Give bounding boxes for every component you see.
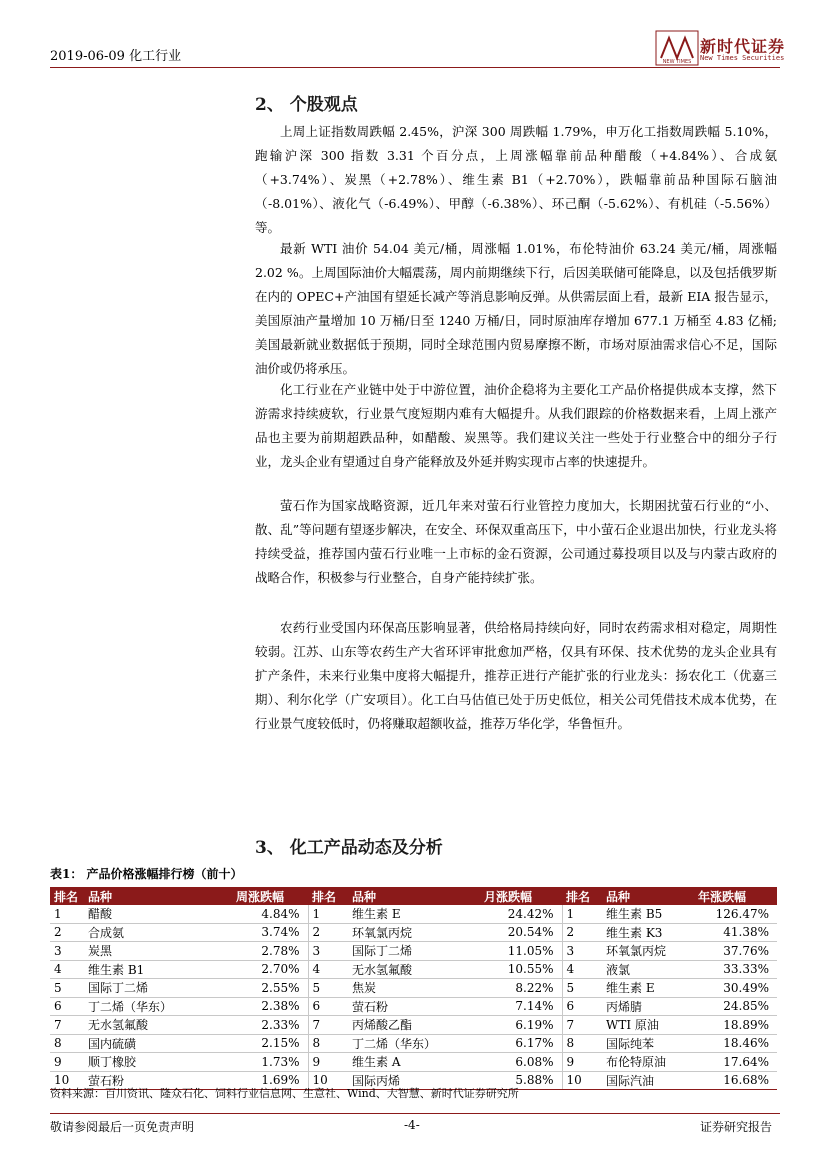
table-cell: 1 [308, 905, 348, 923]
company-logo-icon [655, 30, 699, 66]
table-cell: 8 [50, 1034, 84, 1053]
table-cell: 7.14% [480, 997, 562, 1016]
header-yearly-change: 年涨跌幅 [694, 887, 777, 905]
table-row [50, 1016, 777, 1035]
table-cell: 8 [308, 1034, 348, 1053]
table-cell: 醋酸 [84, 905, 232, 923]
table-cell: 1 [562, 905, 602, 923]
header-rank-week: 排名 [50, 887, 84, 905]
header-monthly-change: 月涨跌幅 [480, 887, 562, 905]
table-cell: 5 [308, 979, 348, 998]
table-cell: 4 [562, 960, 602, 979]
header-product-year: 品种 [602, 887, 694, 905]
page-number: -4- [404, 1118, 420, 1132]
table-cell: 126.47% [694, 905, 777, 923]
table-row [50, 979, 777, 998]
table-cell: 2.15% [232, 1034, 308, 1053]
table-cell: 18.89% [694, 1016, 777, 1035]
table-cell: 1.73% [232, 1053, 308, 1072]
table-cell: 维生素 B5 [602, 905, 694, 923]
footer-report-type: 证券研究报告 [700, 1120, 773, 1134]
paragraph-oil-price: 最新 WTI 油价 54.04 美元/桶，周涨幅 1.01%，布伦特油价 63.24 美元/桶，周涨幅 2.02 %。上周国际油价大幅震荡，周内前期继续下行，后因美联储可能降息，以及包括俄罗斯在内的 OPEC+产油国有望延长减产等消息影响反弹。从供需层面上看，最新 EIA 报告显示，美国原油产量增加 10 万桶/日至 1240 万桶/日，同时原油库存增加 677.1 万桶至 4.83 亿桶; 美国最新就业数据低于预期，同时全球范围内贸易摩擦不断，市场对原油需求信心不足，国际油价或仍将承压。 [255, 241, 777, 376]
footer-disclaimer-note: 敬请参阅最后一页免责声明 [50, 1120, 195, 1134]
table-cell: 合成氨 [84, 923, 232, 942]
table-cell: 液氯 [602, 960, 694, 979]
header-rule [50, 67, 780, 68]
table-source-note: 资料来源：百川资讯、隆众石化、饲料行业信息网、生意社、Wind、大智慧、新时代证券研究所 [50, 1087, 519, 1100]
table-cell: 6 [50, 997, 84, 1016]
section-3-title: 3、 化工产品动态及分析 [255, 838, 443, 858]
table-cell: 2.70% [232, 960, 308, 979]
table-cell: 7 [50, 1016, 84, 1035]
table-cell: 10.55% [480, 960, 562, 979]
header-product-month: 品种 [348, 887, 480, 905]
table-cell: 9 [50, 1053, 84, 1072]
table-row [50, 997, 777, 1016]
table-cell: 国际丁二烯 [84, 979, 232, 998]
table-cell: 4 [308, 960, 348, 979]
paragraph-industry-outlook: 化工行业在产业链中处于中游位置，油价企稳将为主要化工产品价格提供成本支撑，然下游需求持续疲软，行业景气度短期内难有大幅提升。从我们跟踪的价格数据来看，上周上涨产品也主要为前期超跌品种，如醋酸、炭黑等。我们建议关注一些处于行业整合中的细分子行业，龙头企业有望通过自身产能释放及外延并购实现市占率的快速提升。 [255, 382, 777, 469]
table-header-row [50, 887, 777, 905]
table-cell: 6.19% [480, 1016, 562, 1035]
table-row [50, 1034, 777, 1053]
company-logo-name: 新时代证券 [700, 37, 786, 56]
table-cell: 33.33% [694, 960, 777, 979]
table-cell: 丁二烯（华东） [348, 1034, 480, 1053]
table-cell: 8 [562, 1034, 602, 1053]
table-cell: 国内硫磺 [84, 1034, 232, 1053]
table-cell: 2 [50, 923, 84, 942]
table-row [50, 1053, 777, 1072]
table-cell: 30.49% [694, 979, 777, 998]
table-cell: 丙烯腈 [602, 997, 694, 1016]
table-cell: 3 [308, 942, 348, 961]
company-logo-subtitle: New Times Securities [700, 54, 785, 62]
table-cell: 4 [50, 960, 84, 979]
paragraph-fluorite: 萤石作为国家战略资源，近几年来对萤石行业管控力度加大，长期困扰萤石行业的“小、散、乱”等问题有望逐步解决，在安全、环保双重高压下，中小萤石企业退出加快，行业龙头将持续受益，推荐国内萤石行业唯一上市标的金石资源，公司通过募投项目以及与内蒙古政府的战略合作，积极参与行业整合，自身产能持续扩张。 [255, 498, 777, 585]
table-cell: 6.08% [480, 1053, 562, 1072]
table-cell: 2.38% [232, 997, 308, 1016]
table-row [50, 923, 777, 942]
table-cell: 国际汽油 [602, 1071, 694, 1090]
table-cell: 2.33% [232, 1016, 308, 1035]
table-cell: 18.46% [694, 1034, 777, 1053]
table-cell: 无水氢氟酸 [348, 960, 480, 979]
paragraph-market-summary: 上周上证指数周跌幅 2.45%，沪深 300 周跌幅 1.79%，申万化工指数周跌幅 5.10%，跑输沪深 300 指数 3.31 个百分点，上周涨幅靠前品种醋酸（+4.84%）、合成氨（+3.74%）、炭黑（+2.78%）、维生素 B1（+2.70%），跌幅靠前品种国际石脑油（-8.01%）、液化气（-6.49%）、甲醇（-6.38%）、环己酮（-5.62%）、有机硅（-5.56%）等。 [255, 124, 777, 235]
table-cell: 16.68% [694, 1071, 777, 1090]
table-cell: 24.42% [480, 905, 562, 923]
table-cell: 丁二烯（华东） [84, 997, 232, 1016]
header-rank-year: 排名 [562, 887, 602, 905]
table-cell: 5.88% [480, 1071, 562, 1090]
table-cell: 维生素 B1 [84, 960, 232, 979]
table-cell: 3.74% [232, 923, 308, 942]
table-cell: 2 [308, 923, 348, 942]
table-cell: 3 [50, 942, 84, 961]
table-cell: 丙烯酸乙酯 [348, 1016, 480, 1035]
table-cell: 5 [562, 979, 602, 998]
table-cell: 11.05% [480, 942, 562, 961]
paragraph-pesticide: 农药行业受国内环保高压影响显著，供给格局持续向好，同时农药需求相对稳定，周期性较弱。江苏、山东等农药生产大省环评审批愈加严格，仅具有环保、技术优势的龙头企业具有扩产条件，未来行业集中度将大幅提升，推荐正进行产能扩张的行业龙头：扬农化工（优嘉三期）、利尔化学（广安项目）。化工白马估值已处于历史低位，相关公司凭借技术成本优势，在行业景气度较低时，仍将赚取超额收益，推荐万华化学，华鲁恒升。 [255, 620, 777, 731]
table-cell: 6.17% [480, 1034, 562, 1053]
table-cell: 4.84% [232, 905, 308, 923]
table-cell: 9 [562, 1053, 602, 1072]
table-cell: 5 [50, 979, 84, 998]
header-rank-month: 排名 [308, 887, 348, 905]
header-weekly-change: 周涨跌幅 [232, 887, 308, 905]
table-cell: 7 [562, 1016, 602, 1035]
price-ranking-table [50, 887, 777, 1090]
table-cell: 维生素 A [348, 1053, 480, 1072]
table-cell: 焦炭 [348, 979, 480, 998]
table-cell: 2.55% [232, 979, 308, 998]
table-cell: 无水氢氟酸 [84, 1016, 232, 1035]
logo-mark-text: NEW TIMES [662, 59, 692, 65]
table-cell: WTI 原油 [602, 1016, 694, 1035]
table-cell: 10 [562, 1071, 602, 1090]
table-cell: 37.76% [694, 942, 777, 961]
section-2-title: 2、 个股观点 [255, 95, 358, 115]
table-cell: 1 [50, 905, 84, 923]
table-cell: 41.38% [694, 923, 777, 942]
table-row [50, 960, 777, 979]
table-cell: 10 [50, 1071, 84, 1090]
table-cell: 2.78% [232, 942, 308, 961]
table-cell: 环氧氯丙烷 [602, 942, 694, 961]
table-cell: 维生素 E [602, 979, 694, 998]
footer-rule [50, 1113, 780, 1114]
table-cell: 国际丙烯 [348, 1071, 480, 1090]
table-cell: 10 [308, 1071, 348, 1090]
table-cell: 3 [562, 942, 602, 961]
table-cell: 顺丁橡胶 [84, 1053, 232, 1072]
table-cell: 维生素 K3 [602, 923, 694, 942]
table-cell: 20.54% [480, 923, 562, 942]
header-product-week: 品种 [84, 887, 232, 905]
table-cell: 6 [562, 997, 602, 1016]
table-cell: 国际纯苯 [602, 1034, 694, 1053]
table-cell: 9 [308, 1053, 348, 1072]
table-cell: 布伦特原油 [602, 1053, 694, 1072]
table-cell: 1.69% [232, 1071, 308, 1090]
table-cell: 7 [308, 1016, 348, 1035]
header-date-sector: 2019-06-09 化工行业 [50, 49, 182, 64]
table-row [50, 942, 777, 961]
table-cell: 萤石粉 [84, 1071, 232, 1090]
table-cell: 24.85% [694, 997, 777, 1016]
table-cell: 炭黑 [84, 942, 232, 961]
table-cell: 17.64% [694, 1053, 777, 1072]
table-row [50, 905, 777, 923]
table-cell: 萤石粉 [348, 997, 480, 1016]
table-cell: 2 [562, 923, 602, 942]
table-caption: 表1： 产品价格涨幅排行榜（前十） [50, 867, 243, 881]
table-cell: 国际丁二烯 [348, 942, 480, 961]
table-cell: 维生素 E [348, 905, 480, 923]
table-cell: 6 [308, 997, 348, 1016]
table-cell: 环氧氯丙烷 [348, 923, 480, 942]
table-cell: 8.22% [480, 979, 562, 998]
